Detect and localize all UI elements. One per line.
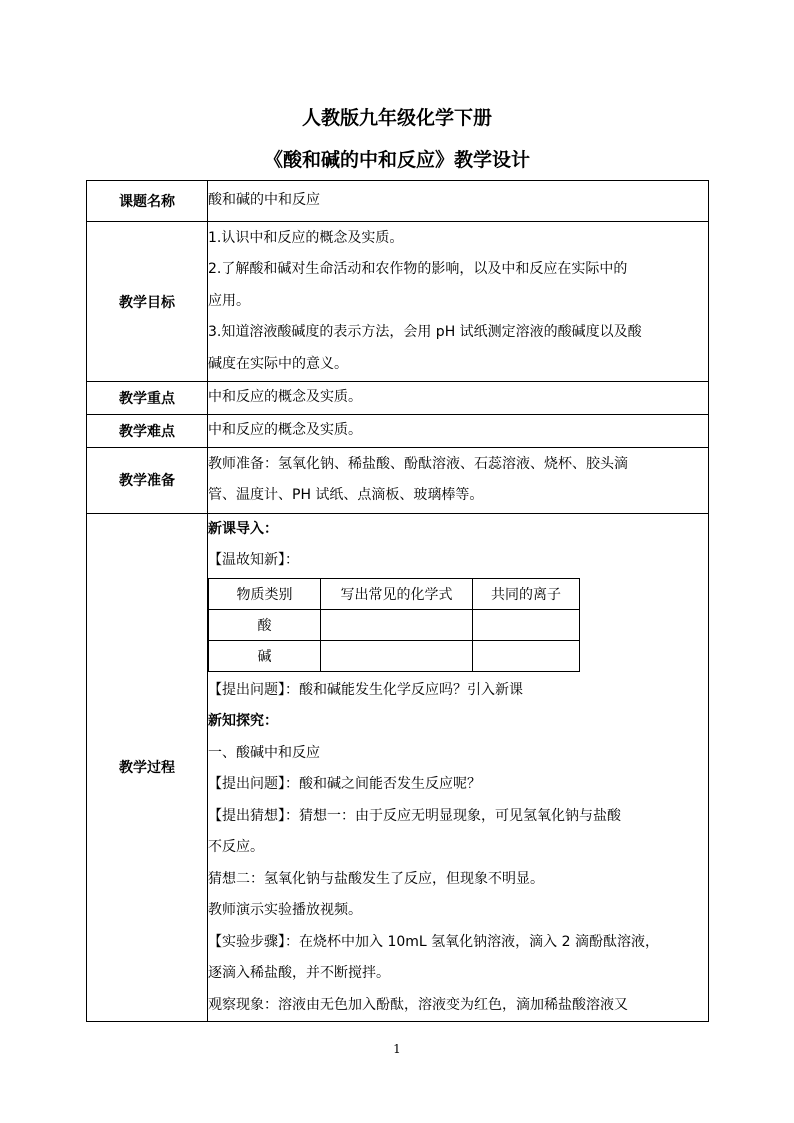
goal-line: 2.了解酸和碱对生命活动和农作物的影响，以及中和反应在实际中的	[208, 261, 628, 278]
process-content	[208, 513, 709, 1022]
review-cell: 碱	[209, 640, 321, 671]
review-label: 【温故知新】：	[208, 552, 299, 568]
review-header-cell: 写出常见的化学式	[321, 578, 473, 609]
table-row-key-points	[87, 382, 709, 415]
goal-line: 1.认识中和反应的概念及实质。	[208, 229, 404, 246]
steps-line: 【实验步骤】：在烧杯中加入 10mL 氢氧化钠溶液，滴入 2 滴酚酞溶液，	[208, 933, 659, 950]
section-heading: 一、酸碱中和反应	[208, 744, 320, 761]
review-cell-blank	[321, 640, 473, 671]
review-cell: 酸	[209, 609, 321, 640]
difficulties-text: 中和反应的概念及实质。	[208, 421, 362, 438]
review-cell-blank	[321, 609, 473, 640]
topic-text: 酸和碱的中和反应	[208, 192, 320, 209]
preparation-line: 管、温度计、PH 试纸、点滴板、玻璃棒等。	[208, 487, 484, 503]
table-row-process	[87, 513, 709, 1022]
review-table	[208, 578, 580, 672]
table-row-preparation	[87, 447, 709, 513]
goal-line: 碱度在实际中的意义。	[208, 355, 348, 372]
hypothesis-line: 猜想二：氢氧化钠与盐酸发生了反应，但现象不明显。	[208, 870, 544, 887]
row-label-topic: 课题名称	[87, 181, 208, 222]
goal-line: 应用。	[208, 292, 250, 309]
goal-line: 3.知道溶液酸碱度的表示方法，会用 pH 试纸测定溶液的酸碱度以及酸	[208, 324, 642, 341]
preparation-content	[208, 447, 709, 513]
lesson-plan-table	[86, 180, 709, 1022]
question-line: 【提出问题】：酸和碱之间能否发生反应呢？	[208, 776, 481, 792]
table-row-goals	[87, 222, 709, 382]
row-label-preparation: 教学准备	[87, 447, 208, 513]
key-points-text: 中和反应的概念及实质。	[208, 389, 362, 405]
explore-heading: 新知探究：	[208, 713, 278, 729]
review-header-cell: 共同的离子	[473, 578, 580, 609]
difficulties-content	[208, 414, 709, 447]
document-subtitle: 《酸和碱的中和反应》教学设计	[263, 149, 530, 171]
review-cell-blank	[473, 609, 580, 640]
document-title: 人教版九年级化学下册	[301, 107, 492, 129]
table-row-topic	[87, 181, 709, 222]
goals-content	[208, 222, 709, 382]
review-header-cell: 物质类别	[209, 578, 321, 609]
intro-heading: 新课导入：	[208, 520, 278, 537]
question-intro: 【提出问题】：酸和碱能发生化学反应吗？引入新课	[208, 681, 523, 698]
review-table-header	[209, 578, 580, 609]
preparation-line: 教师准备：氢氧化钠、稀盐酸、酚酞溶液、石蕊溶液、烧杯、胶头滴	[208, 455, 628, 472]
hypothesis-line: 不反应。	[208, 839, 264, 855]
row-label-difficulties: 教学难点	[87, 414, 208, 447]
row-label-key-points: 教学重点	[87, 382, 208, 415]
review-table-row	[209, 640, 580, 671]
hypothesis-line: 【提出猜想】：猜想一：由于反应无明显现象，可见氢氧化钠与盐酸	[208, 807, 621, 824]
observe-line: 观察现象：溶液由无色加入酚酞，溶液变为红色，滴加稀盐酸溶液又	[208, 996, 628, 1013]
key-points-content	[208, 382, 709, 415]
review-cell-blank	[473, 640, 580, 671]
demo-line: 教师演示实验播放视频。	[208, 902, 362, 918]
steps-line: 逐滴入稀盐酸，并不断搅拌。	[208, 965, 390, 981]
table-row-difficulties	[87, 414, 709, 447]
topic-value	[208, 181, 709, 222]
review-table-row	[209, 609, 580, 640]
row-label-process: 教学过程	[87, 513, 208, 1022]
page-number: 1	[393, 1042, 401, 1056]
row-label-goals: 教学目标	[87, 222, 208, 382]
